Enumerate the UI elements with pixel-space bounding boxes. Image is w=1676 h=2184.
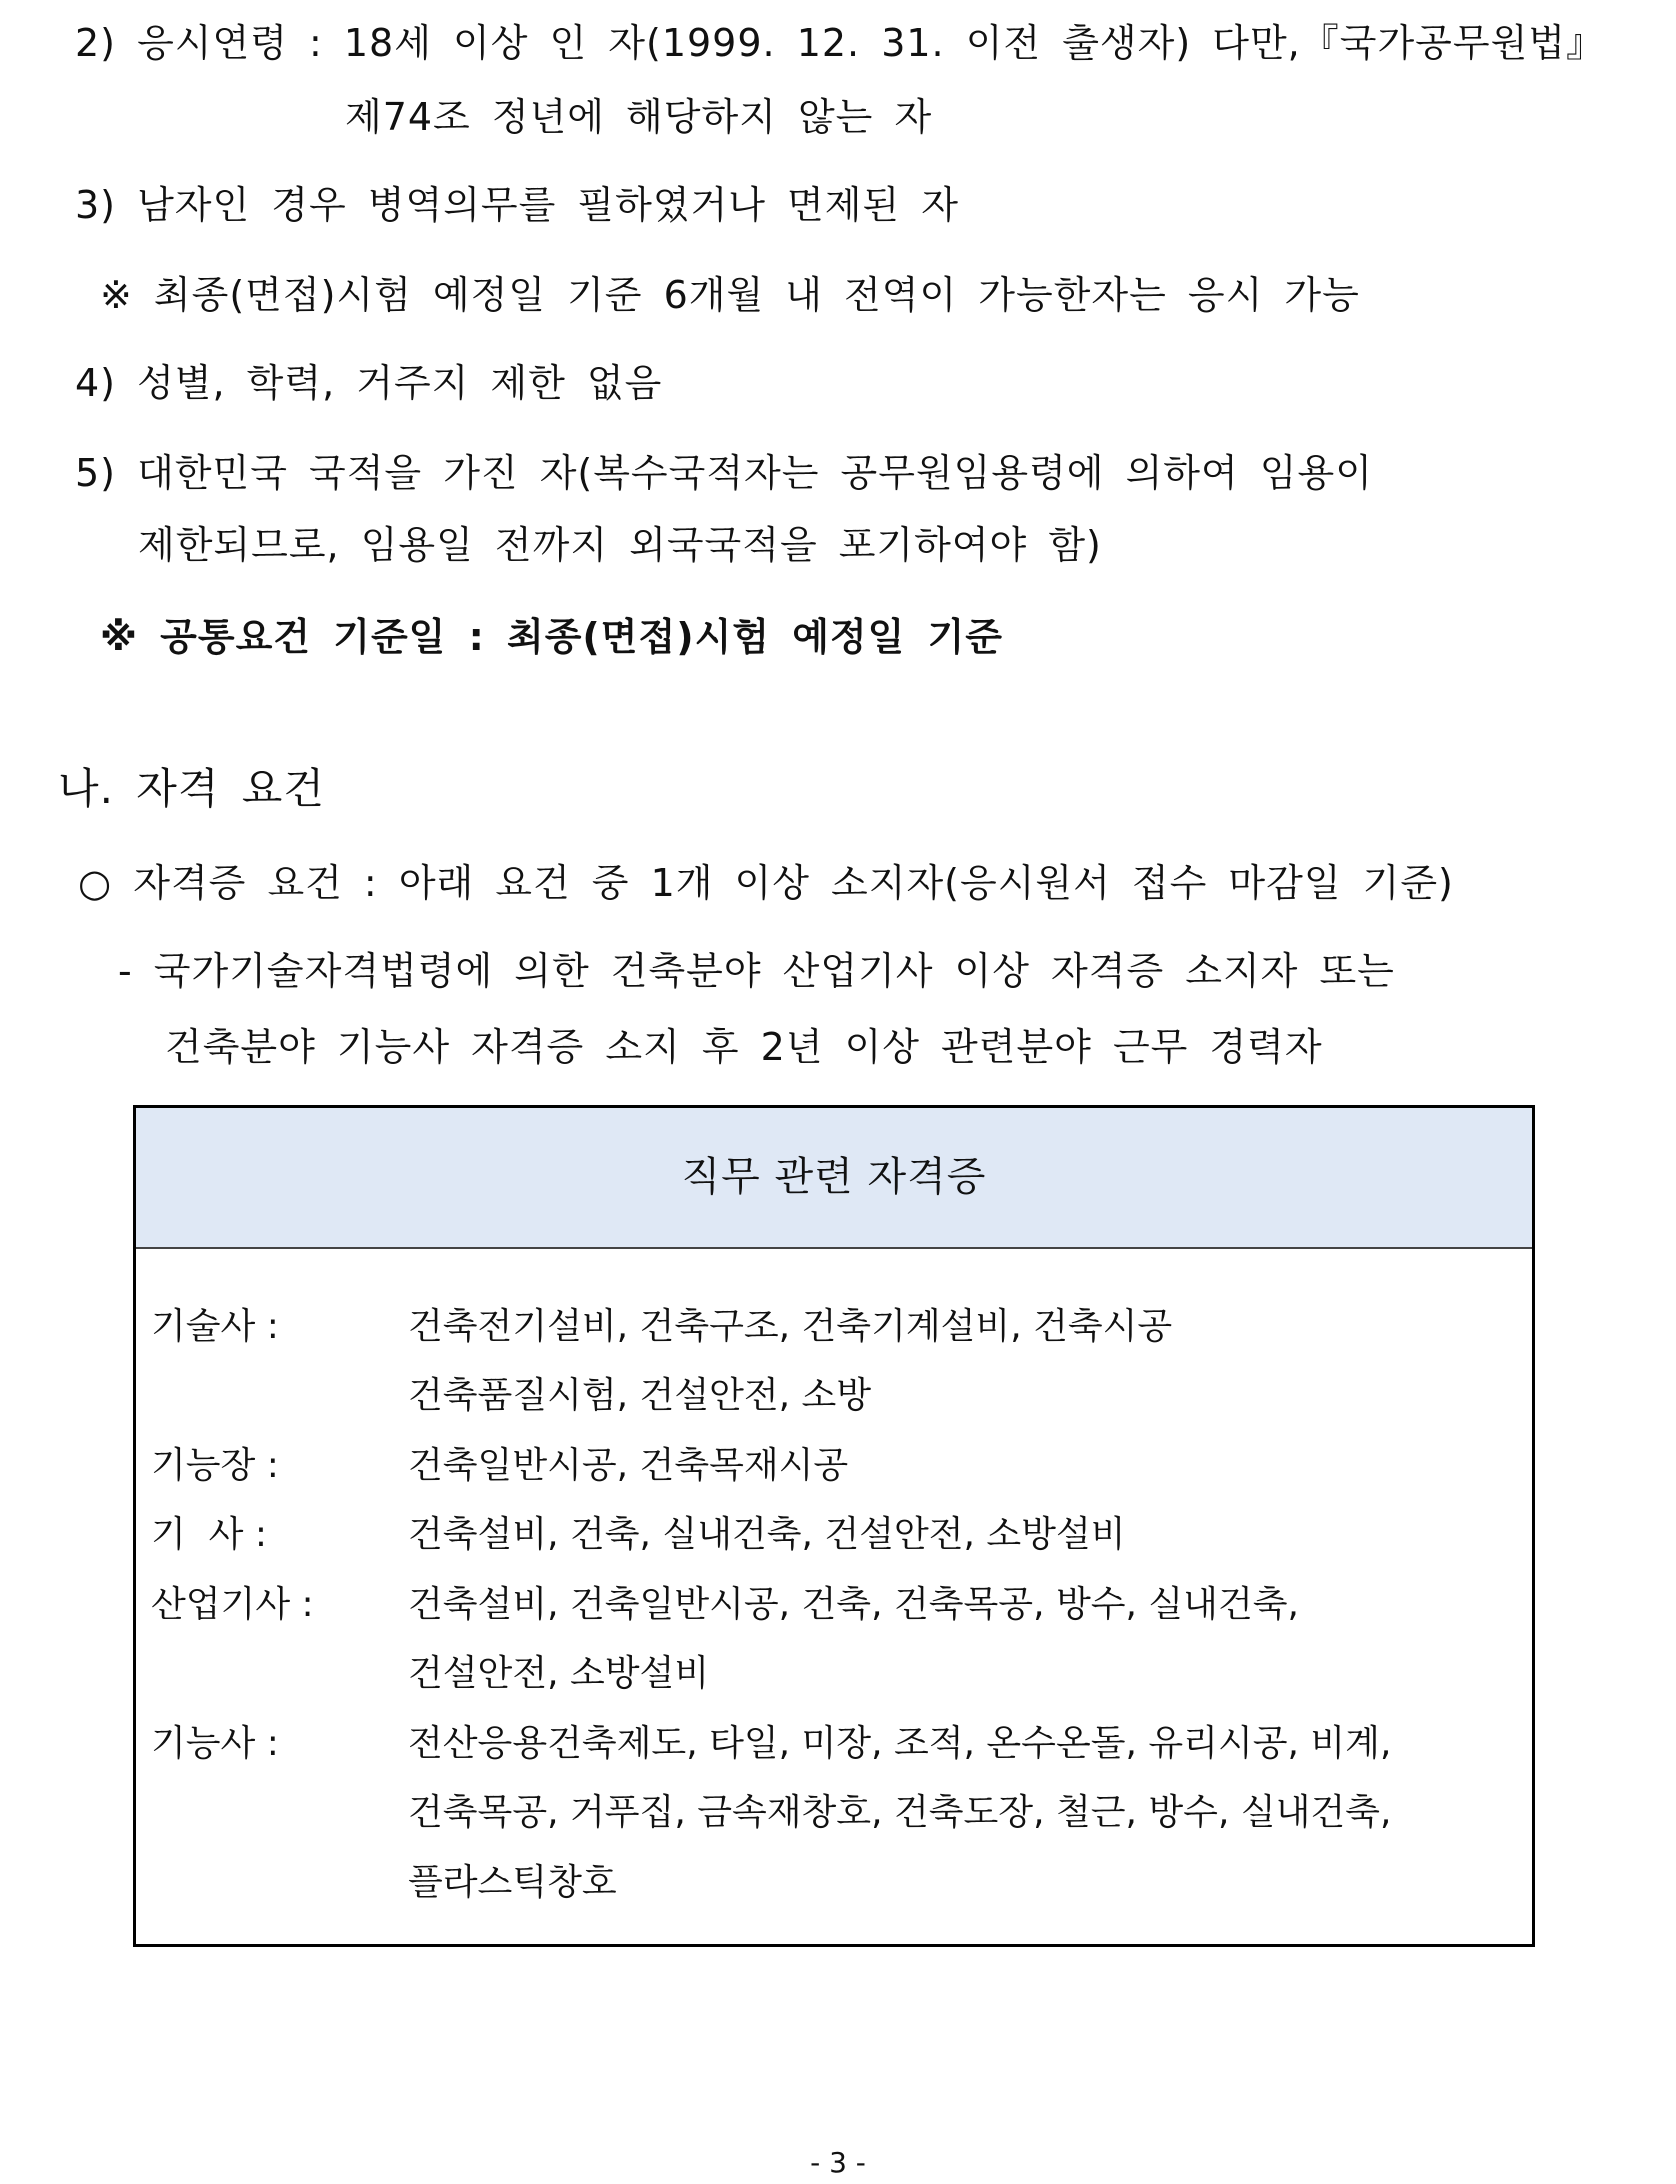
section-heading: 나. 자격 요건 [58,764,325,813]
page-number: - 3 - [810,2146,866,2179]
qualification-detail-line1: - 국가기술자격법령에 의한 건축분야 산업기사 이상 자격증 소지자 또는 [118,949,1395,993]
category-label: 기술사 : [151,1306,279,1347]
nationality-requirement-line2: 제한되므로, 임용일 전까지 외국국적을 포기하여야 함) [138,523,1102,567]
category-label: 기 사 : [151,1514,268,1555]
certificate-list-line: 건축품질시험, 건설안전, 소방 [408,1375,872,1416]
no-restriction-item: 4) 성별, 학력, 거주지 제한 없음 [75,361,663,405]
nationality-requirement-line1: 5) 대한민국 국적을 가진 자(복수국적자는 공무원임용령에 의하여 임용이 [75,451,1373,495]
age-requirement-line1: 2) 응시연령 : 18세 이상 인 자(1999. 12. 31. 이전 출생자) 다만,『국가공무원법』 [75,21,1605,65]
common-requirement-note: ※ 공통요건 기준일 : 최종(면접)시험 예정일 기준 [100,615,1003,659]
certificate-list-line: 건축설비, 건축, 실내건축, 건설안전, 소방설비 [408,1514,1126,1555]
certificate-list-line: 전산응용건축제도, 타일, 미장, 조적, 온수온돌, 유리시공, 비계, [408,1723,1392,1764]
category-label: 기능장 : [151,1445,279,1486]
age-requirement-line2: 제74조 정년에 해당하지 않는 자 [345,95,933,139]
qualification-detail-line2: 건축분야 기능사 자격증 소지 후 2년 이상 관련분야 근무 경력자 [165,1025,1323,1069]
certificate-list-line: 건설안전, 소방설비 [408,1653,710,1694]
military-requirement: 3) 남자인 경우 병역의무를 필하였거나 면제된 자 [75,183,959,227]
category-label: 산업기사 : [151,1584,314,1625]
certificate-list-line: 건축목공, 거푸집, 금속재창호, 건축도장, 철근, 방수, 실내건축, [408,1792,1392,1833]
certificate-list-line: 건축일반시공, 건축목재시공 [408,1445,849,1486]
military-note: ※ 최종(면접)시험 예정일 기준 6개월 내 전역이 가능한자는 응시 가능 [100,273,1360,317]
qualification-requirement: ○ 자격증 요건 : 아래 요건 중 1개 이상 소지자(응시원서 접수 마감일 기준) [78,861,1454,905]
certificate-list-line: 플라스틱창호 [408,1862,617,1903]
certificate-list-line: 건축전기설비, 건축구조, 건축기계설비, 건축시공 [408,1306,1173,1347]
certificate-table [133,1105,1535,1947]
certificate-table-header: 직무 관련 자격증 [136,1108,1532,1249]
category-label: 기능사 : [151,1723,279,1764]
certificate-list-line: 건축설비, 건축일반시공, 건축, 건축목공, 방수, 실내건축, [408,1584,1299,1625]
